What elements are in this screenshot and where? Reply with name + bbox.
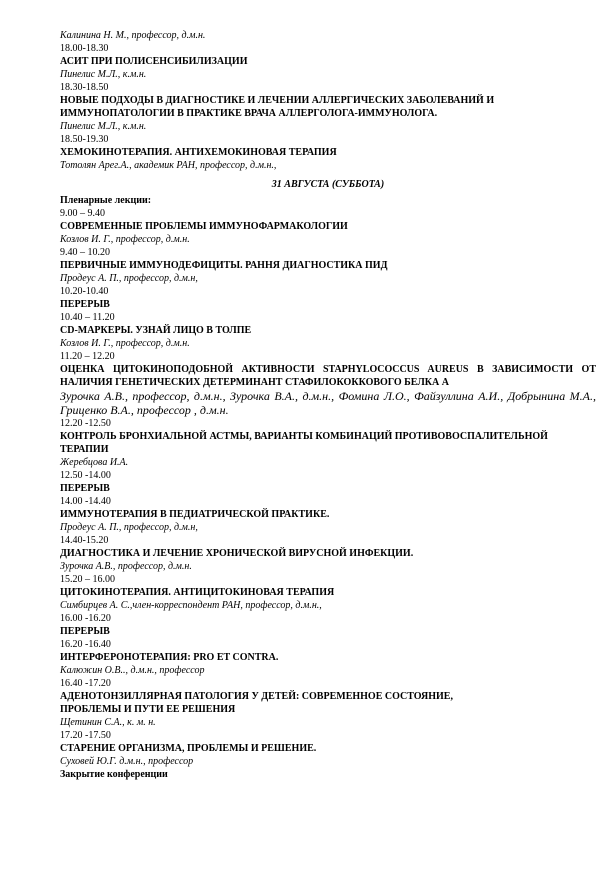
lecture-title: Закрытие конференции (60, 769, 168, 780)
speaker-line: Жеребцова И.А. (60, 457, 129, 468)
time-slot: 14.00 -14.40 (60, 496, 111, 507)
time-slot: 9.40 – 10.20 (60, 247, 110, 258)
speaker-line: Козлов И. Г., профессор, д.м.н. (60, 234, 190, 245)
speaker-line: Продеус А. П., профессор, д.м.н, (60, 273, 198, 284)
speaker-line: Щетинин С.А., к. м. н. (60, 717, 156, 728)
lecture-title: ЦИТОКИНОТЕРАПИЯ. АНТИЦИТОКИНОВАЯ ТЕРАПИЯ (60, 587, 335, 598)
time-slot: 10.20-10.40 (60, 286, 109, 297)
time-slot: 14.40-15.20 (60, 535, 109, 546)
lecture-title: СТАРЕНИЕ ОРГАНИЗМА, ПРОБЛЕМЫ И РЕШЕНИЕ. (60, 743, 317, 754)
lecture-title: ПЕРЕРЫВ (60, 299, 110, 310)
speaker-line: Суховей Ю.Г. д.м.н., профессор (60, 756, 194, 767)
program-page (60, 29, 596, 781)
time-slot: 9.00 – 9.40 (60, 208, 105, 219)
time-slot: 16.20 -16.40 (60, 639, 111, 650)
speaker-line: Зурочка А.В., профессор, д.м.н. (60, 561, 192, 572)
lecture-title: ИММУНОТЕРАПИЯ В ПЕДИАТРИЧЕСКОЙ ПРАКТИКЕ. (60, 509, 330, 520)
time-slot: 15.20 – 16.00 (60, 574, 115, 585)
time-slot: 11.20 – 12.20 (60, 351, 115, 362)
date-heading: 31 АВГУСТА (СУББОТА) (271, 179, 385, 190)
speaker-line: Калинина Н. М., профессор, д.м.н. (60, 30, 206, 41)
time-slot: 16.00 -16.20 (60, 613, 111, 624)
time-slot: 10.40 – 11.20 (60, 312, 115, 323)
time-slot: 16.40 -17.20 (60, 678, 111, 689)
speaker-line: Калюжин О.В.., д.м.н., профессор (60, 665, 205, 676)
speaker-line: Зурочка А.В., профессор, д.м.н., Зурочка В.А., д.м.н., Фомина Л.О., Файзуллина А.И., Добрынина М.А., Гриценко В.А., профессор , д.м.н. (60, 389, 596, 417)
speaker-line: Козлов И. Г., профессор, д.м.н. (60, 338, 190, 349)
lecture-title: ПЕРЕРЫВ (60, 483, 110, 494)
lecture-title: НОВЫЕ ПОДХОДЫ В ДИАГНОСТИКЕ И ЛЕЧЕНИИ АЛЛЕРГИЧЕСКИХ ЗАБОЛЕВАНИЙ И ИММУНОПАТОЛОГИИ В ПРАКТИКЕ ВРАЧА АЛЛЕРГОЛОГА-ИММУНОЛОГА. (60, 95, 495, 119)
lecture-title: CD-МАРКЕРЫ. УЗНАЙ ЛИЦО В ТОЛПЕ (60, 325, 252, 336)
lecture-title: Пленарные лекции: (60, 195, 152, 206)
speaker-line: Продеус А. П., профессор, д.м.н, (60, 522, 198, 533)
lecture-title: ИНТЕРФЕРОНОТЕРАПИЯ: PRO ET CONTRA. (60, 652, 279, 663)
time-slot: 17.20 -17.50 (60, 730, 111, 741)
lecture-title: АДЕНОТОНЗИЛЛЯРНАЯ ПАТОЛОГИЯ У ДЕТЕЙ: СОВРЕМЕННОЕ СОСТОЯНИЕ, (60, 691, 453, 702)
time-slot: 12.20 -12.50 (60, 418, 111, 429)
lecture-title: СОВРЕМЕННЫЕ ПРОБЛЕМЫ ИММУНОФАРМАКОЛОГИИ (60, 221, 348, 232)
time-slot: 12.50 -14.00 (60, 470, 111, 481)
lecture-title: ОЦЕНКА ЦИТОКИНОПОДОБНОЙ АКТИВНОСТИ STAPHYLOCOCCUS AUREUS В ЗАВИСИМОСТИ ОТ НАЛИЧИЯ ГЕНЕТИЧЕСКИХ ДЕТЕРМИНАНТ СТАФИЛОКОККОВОГО БЕЛКА А (60, 364, 596, 388)
lecture-title: ХЕМОКИНОТЕРАПИЯ. АНТИХЕМОКИНОВАЯ ТЕРАПИЯ (60, 147, 337, 158)
lecture-title: КОНТРОЛЬ БРОНХИАЛЬНОЙ АСТМЫ, ВАРИАНТЫ КОМБИНАЦИЙ ПРОТИВОВОСПАЛИТЕЛЬНОЙ ТЕРАПИИ (60, 431, 548, 455)
lecture-title: ДИАГНОСТИКА И ЛЕЧЕНИЕ ХРОНИЧЕСКОЙ ВИРУСНОЙ ИНФЕКЦИИ. (60, 548, 414, 559)
speaker-line: Пинелис М.Л., к.м.н. (60, 121, 147, 132)
speaker-line: Тотолян Арег.А., академик РАН, профессор, д.м.н., (60, 160, 277, 171)
time-slot: 18.00-18.30 (60, 43, 109, 54)
time-slot: 18.50-19.30 (60, 134, 109, 145)
lecture-title: ПРОБЛЕМЫ И ПУТИ ЕЕ РЕШЕНИЯ (60, 704, 236, 715)
lecture-title: АСИТ ПРИ ПОЛИСЕНСИБИЛИЗАЦИИ (60, 56, 248, 67)
speaker-line: Симбирцев А. С.,член-корреспондент РАН, профессор, д.м.н., (60, 600, 322, 611)
time-slot: 18.30-18.50 (60, 82, 109, 93)
lecture-title: ПЕРЕРЫВ (60, 626, 110, 637)
lecture-title: ПЕРВИЧНЫЕ ИММУНОДЕФИЦИТЫ. РАННЯ ДИАГНОСТИКА ПИД (60, 260, 388, 271)
speaker-line: Пинелис М.Л., к.м.н. (60, 69, 147, 80)
